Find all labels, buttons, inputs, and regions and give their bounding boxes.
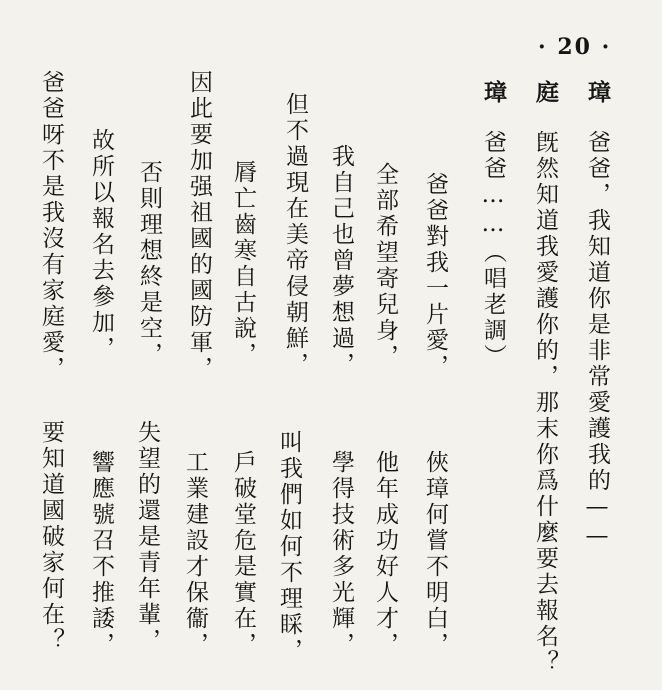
lyric-line: 爸爸呀不是我沒有家庭愛，	[38, 70, 64, 382]
lyric-line: 俠璋何嘗不明白，	[422, 450, 448, 658]
dialogue-speaker: 璋	[480, 80, 507, 106]
lyric-line: 我自己也曾夢想過，	[328, 144, 354, 378]
lyric-line: 爸爸對我一片愛，	[422, 172, 448, 380]
lyric-line: 脣亡齒寒自古說，	[230, 160, 256, 368]
lyric-line: 他年成功好人才，	[372, 450, 398, 658]
lyric-line: 因此要加强祖國的國防軍，	[186, 70, 212, 382]
lyric-line: 但不過現在美帝侵朝鮮，	[282, 92, 308, 378]
lyric-line: 否則理想終是空，	[136, 160, 162, 368]
dialogue-speaker: 璋	[584, 80, 611, 106]
lyric-line: 叫我們如何不理睬，	[276, 430, 302, 664]
lyric-line: 失望的還是青年輩，	[134, 420, 160, 654]
lyric-line: 工業建設才保衞，	[182, 450, 208, 658]
dialogue-text: 爸爸……（唱老調）	[480, 130, 506, 370]
lyric-line: 故所以報名去參加，	[88, 128, 114, 362]
lyric-line: 全部希望寄兒身，	[372, 162, 398, 370]
lyric-line: 學得技術多光輝，	[328, 450, 354, 658]
dialogue-text: 爸爸，我知道你是非常愛護我的——	[584, 130, 610, 552]
lyric-line: 戶破堂危是實在，	[230, 450, 256, 658]
lyric-line: 要知道國破家何在？	[38, 420, 64, 654]
lyric-line: 響應號召不推諉，	[88, 450, 114, 658]
page-number: · 20 ·	[538, 34, 612, 60]
dialogue-text: 旣然知道我愛護你的，那末你爲什麼要去報名？	[532, 130, 558, 676]
dialogue-speaker: 庭	[532, 80, 559, 106]
